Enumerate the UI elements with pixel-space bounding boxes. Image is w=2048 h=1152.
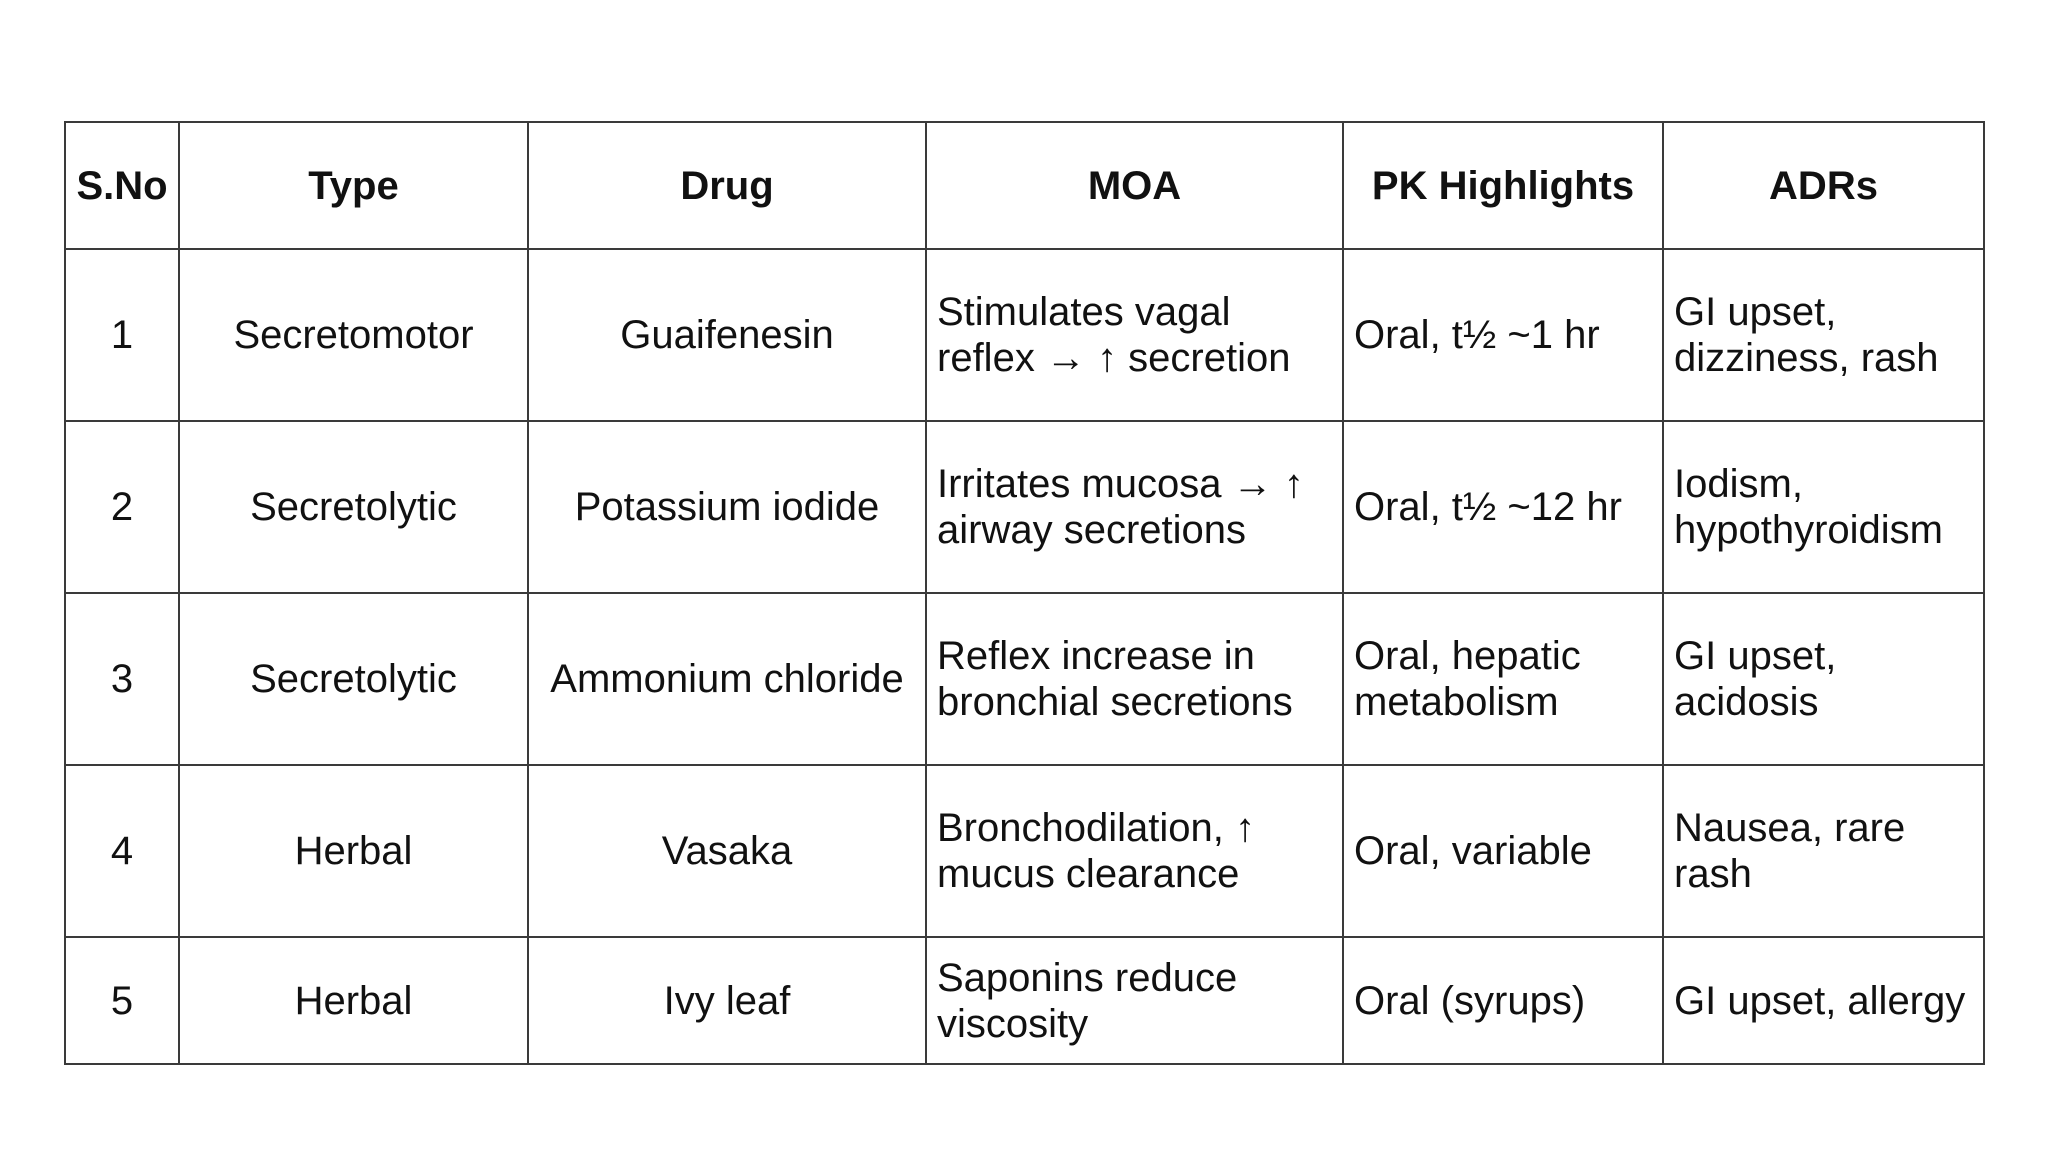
cell-sno: 3 [65, 593, 179, 765]
table-row [65, 765, 1984, 937]
table-header-row [65, 122, 1984, 249]
cell-type: Secretomotor [179, 249, 528, 421]
table-row [65, 421, 1984, 593]
header-moa: MOA [926, 122, 1343, 249]
cell-drug: Potassium iodide [528, 421, 926, 593]
cell-drug: Ammonium chloride [528, 593, 926, 765]
drug-table [64, 121, 1985, 1065]
cell-adrs: Nausea, rare rash [1663, 765, 1984, 937]
cell-sno: 5 [65, 937, 179, 1064]
cell-moa: Irritates mucosa → ↑ airway secretions [926, 421, 1343, 593]
cell-drug: Vasaka [528, 765, 926, 937]
cell-moa: Stimulates vagal reflex → ↑ secretion [926, 249, 1343, 421]
cell-adrs: GI upset, dizziness, rash [1663, 249, 1984, 421]
cell-pk: Oral, t½ ~1 hr [1343, 249, 1663, 421]
cell-type: Secretolytic [179, 421, 528, 593]
table-row [65, 593, 1984, 765]
cell-pk: Oral, t½ ~12 hr [1343, 421, 1663, 593]
table-row [65, 937, 1984, 1064]
cell-sno: 1 [65, 249, 179, 421]
header-adrs: ADRs [1663, 122, 1984, 249]
cell-adrs: Iodism, hypothyroidism [1663, 421, 1984, 593]
header-type: Type [179, 122, 528, 249]
cell-type: Secretolytic [179, 593, 528, 765]
cell-adrs: GI upset, acidosis [1663, 593, 1984, 765]
cell-sno: 2 [65, 421, 179, 593]
cell-pk: Oral, hepatic metabolism [1343, 593, 1663, 765]
cell-drug: Guaifenesin [528, 249, 926, 421]
cell-drug: Ivy leaf [528, 937, 926, 1064]
cell-adrs: GI upset, allergy [1663, 937, 1984, 1064]
cell-pk: Oral (syrups) [1343, 937, 1663, 1064]
header-pk-highlights: PK Highlights [1343, 122, 1663, 249]
cell-moa: Bronchodilation, ↑ mucus clearance [926, 765, 1343, 937]
cell-moa: Saponins reduce viscosity [926, 937, 1343, 1064]
header-sno: S.No [65, 122, 179, 249]
header-drug: Drug [528, 122, 926, 249]
cell-type: Herbal [179, 937, 528, 1064]
cell-moa: Reflex increase in bronchial secretions [926, 593, 1343, 765]
cell-sno: 4 [65, 765, 179, 937]
cell-pk: Oral, variable [1343, 765, 1663, 937]
cell-type: Herbal [179, 765, 528, 937]
table-row [65, 249, 1984, 421]
